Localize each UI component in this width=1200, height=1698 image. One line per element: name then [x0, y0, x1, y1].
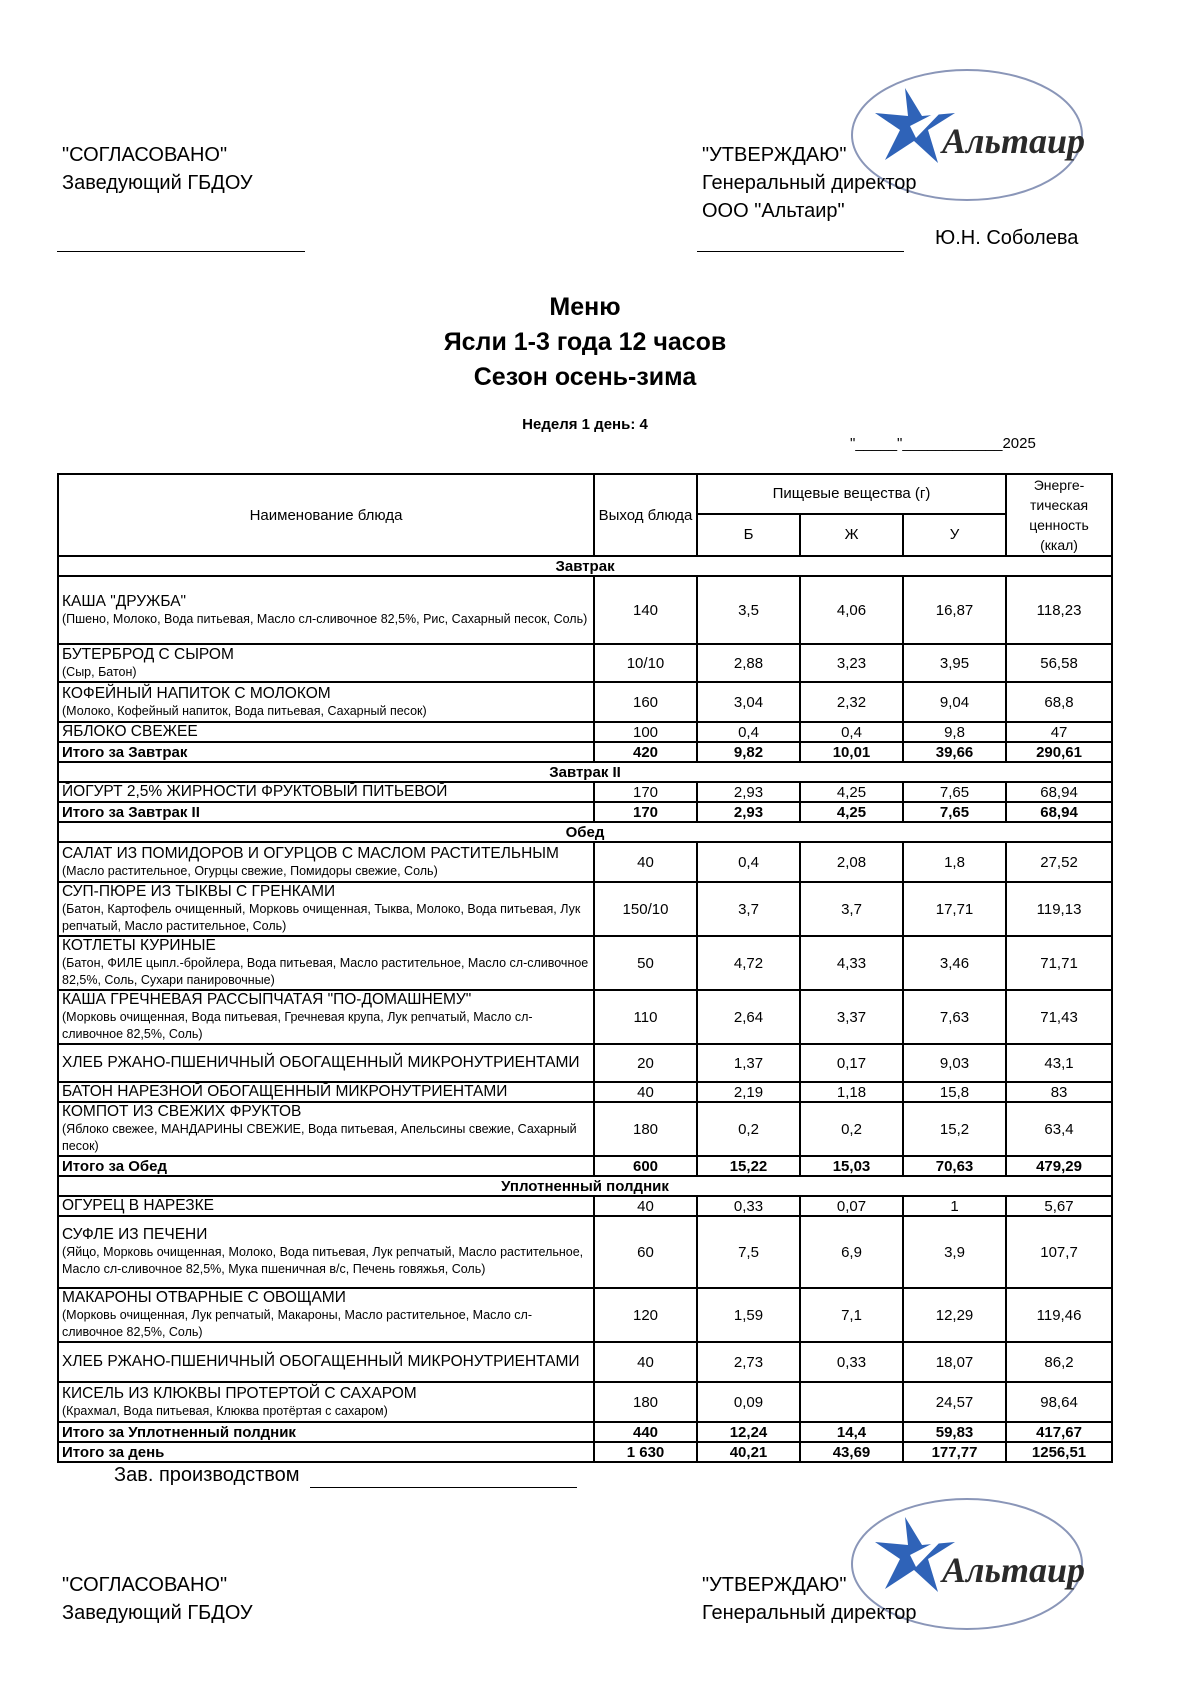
- dish-fats: 7,1: [800, 1288, 903, 1342]
- dish-row: [58, 842, 1112, 882]
- dish-row: [58, 722, 1112, 742]
- footer-approval-right-subtitle: Генеральный директор: [702, 1602, 917, 1624]
- dish-composition: (Батон, Картофель очищенный, Морковь очищенная, Тыква, Молоко, Вода питьевая, Лук репчатый, Масло растительное, Соль): [62, 902, 581, 933]
- total-energy: 68,94: [1006, 802, 1112, 822]
- dish-output: 180: [594, 1382, 697, 1422]
- dish-cell: [58, 722, 594, 742]
- section-title: Завтрак: [58, 556, 1112, 576]
- dish-name: БУТЕРБРОД С СЫРОМ: [62, 645, 234, 663]
- dish-carbs: 24,57: [903, 1382, 1006, 1422]
- section-title: Обед: [58, 822, 1112, 842]
- dish-row: [58, 1382, 1112, 1422]
- dish-cell: [58, 644, 594, 682]
- dish-output: 60: [594, 1216, 697, 1288]
- total-row: [58, 802, 1112, 822]
- header-output: Выход блюда: [594, 474, 697, 556]
- menu-table: [57, 473, 1113, 1463]
- dish-fats: 3,37: [800, 990, 903, 1044]
- dish-proteins: 1,59: [697, 1288, 800, 1342]
- dish-composition: (Батон, ФИЛЕ цыпл.-бройлера, Вода питьевая, Масло растительное, Масло сл-сливочное 82,5%, Соль, Сухари панировочные): [62, 956, 589, 987]
- dish-proteins: 2,93: [697, 782, 800, 802]
- total-fats: 14,4: [800, 1422, 903, 1442]
- dish-proteins: 0,4: [697, 722, 800, 742]
- dish-cell: [58, 1216, 594, 1288]
- dish-output: 40: [594, 842, 697, 882]
- dish-fats: 0,4: [800, 722, 903, 742]
- approval-left-subtitle: Заведующий ГБДОУ: [62, 172, 253, 194]
- dish-cell: [58, 1342, 594, 1382]
- dish-carbs: 3,95: [903, 644, 1006, 682]
- total-output: 440: [594, 1422, 697, 1442]
- dish-name: КАША "ДРУЖБА": [62, 592, 187, 610]
- dish-row: [58, 1196, 1112, 1216]
- dish-proteins: 3,04: [697, 682, 800, 722]
- dish-energy: 71,71: [1006, 936, 1112, 990]
- dish-output: 50: [594, 936, 697, 990]
- dish-carbs: 9,8: [903, 722, 1006, 742]
- dish-name: ОГУРЕЦ В НАРЕЗКЕ: [62, 1197, 214, 1214]
- total-energy: 417,67: [1006, 1422, 1112, 1442]
- signature-line-production: [310, 1487, 577, 1488]
- dish-fats: 4,33: [800, 936, 903, 990]
- dish-output: 180: [594, 1102, 697, 1156]
- dish-name: КИСЕЛЬ ИЗ КЛЮКВЫ ПРОТЕРТОЙ С САХАРОМ: [62, 1384, 417, 1402]
- dish-output: 170: [594, 782, 697, 802]
- dish-energy: 107,7: [1006, 1216, 1112, 1288]
- section-header-row: [58, 762, 1112, 782]
- dish-cell: [58, 990, 594, 1044]
- dish-energy: 119,46: [1006, 1288, 1112, 1342]
- logo-wordmark: Альтаир: [942, 121, 1085, 161]
- total-proteins: 15,22: [697, 1156, 800, 1176]
- dish-energy: 47: [1006, 722, 1112, 742]
- dish-carbs: 17,71: [903, 882, 1006, 936]
- dish-output: 40: [594, 1082, 697, 1102]
- dish-fats: 2,32: [800, 682, 903, 722]
- total-row: [58, 1156, 1112, 1176]
- total-label: Итого за Завтрак II: [58, 802, 594, 822]
- dish-name: КОМПОТ ИЗ СВЕЖИХ ФРУКТОВ: [62, 1103, 302, 1120]
- total-output: 170: [594, 802, 697, 822]
- header-nutrients: Пищевые вещества (г): [697, 474, 1006, 514]
- dish-cell: [58, 782, 594, 802]
- logo-wordmark-bottom: Альтаир: [942, 1550, 1085, 1590]
- dish-name: КОТЛЕТЫ КУРИНЫЕ: [62, 937, 216, 954]
- dish-row: [58, 1082, 1112, 1102]
- dish-row: [58, 644, 1112, 682]
- approval-right-subtitle: Генеральный директор: [702, 172, 917, 194]
- dish-output: 20: [594, 1044, 697, 1082]
- approval-right-title: "УТВЕРЖДАЮ": [702, 144, 847, 166]
- dish-proteins: 3,7: [697, 882, 800, 936]
- approval-right-company: ООО "Альтаир": [702, 200, 845, 222]
- dish-carbs: 15,8: [903, 1082, 1006, 1102]
- dish-carbs: 1,8: [903, 842, 1006, 882]
- header-dish-name: Наименование блюда: [58, 474, 594, 556]
- dish-row: [58, 882, 1112, 936]
- dish-fats: 0,33: [800, 1342, 903, 1382]
- dish-energy: 119,13: [1006, 882, 1112, 936]
- dish-name: КОФЕЙНЫЙ НАПИТОК С МОЛОКОМ: [62, 684, 331, 702]
- dish-cell: [58, 1288, 594, 1342]
- total-energy: 479,29: [1006, 1156, 1112, 1176]
- total-fats: 43,69: [800, 1442, 903, 1462]
- dish-row: [58, 990, 1112, 1044]
- dish-composition: (Молоко, Кофейный напиток, Вода питьевая, Сахарный песок): [62, 703, 427, 718]
- dish-cell: [58, 882, 594, 936]
- dish-carbs: 9,04: [903, 682, 1006, 722]
- dish-fats: 4,06: [800, 576, 903, 644]
- date-line: "_____"____________2025: [850, 435, 1036, 452]
- section-header-row: [58, 1176, 1112, 1196]
- total-energy: 1256,51: [1006, 1442, 1112, 1462]
- header-proteins: Б: [697, 514, 800, 556]
- dish-energy: 68,94: [1006, 782, 1112, 802]
- total-energy: 290,61: [1006, 742, 1112, 762]
- dish-cell: [58, 1102, 594, 1156]
- dish-composition: (Морковь очищенная, Вода питьевая, Гречневая крупа, Лук репчатый, Масло сл-сливочное 82,5%, Соль): [62, 1010, 533, 1041]
- section-header-row: [58, 822, 1112, 842]
- dish-output: 140: [594, 576, 697, 644]
- dish-energy: 68,8: [1006, 682, 1112, 722]
- dish-cell: [58, 842, 594, 882]
- dish-proteins: 0,2: [697, 1102, 800, 1156]
- dish-carbs: 16,87: [903, 576, 1006, 644]
- total-carbs: 70,63: [903, 1156, 1006, 1176]
- total-carbs: 7,65: [903, 802, 1006, 822]
- dish-row: [58, 1102, 1112, 1156]
- dish-proteins: 0,09: [697, 1382, 800, 1422]
- section-title: Завтрак II: [58, 762, 1112, 782]
- dish-energy: 83: [1006, 1082, 1112, 1102]
- dish-cell: [58, 576, 594, 644]
- production-head-label: Зав. производством: [114, 1464, 300, 1486]
- dish-composition: (Морковь очищенная, Лук репчатый, Макароны, Масло растительное, Масло сл-сливочное 82,5%, Соль): [62, 1308, 532, 1339]
- dish-fats: 6,9: [800, 1216, 903, 1288]
- dish-energy: 86,2: [1006, 1342, 1112, 1382]
- total-label: Итого за Завтрак: [58, 742, 594, 762]
- dish-energy: 71,43: [1006, 990, 1112, 1044]
- dish-name: ХЛЕБ РЖАНО-ПШЕНИЧНЫЙ ОБОГАЩЕННЫЙ МИКРОНУТРИЕНТАМИ: [62, 1353, 580, 1370]
- dish-proteins: 3,5: [697, 576, 800, 644]
- dish-energy: 27,52: [1006, 842, 1112, 882]
- dish-proteins: 2,64: [697, 990, 800, 1044]
- dish-proteins: 0,4: [697, 842, 800, 882]
- dish-carbs: 3,9: [903, 1216, 1006, 1288]
- dish-proteins: 7,5: [697, 1216, 800, 1288]
- dish-composition: (Яйцо, Морковь очищенная, Молоко, Вода питьевая, Лук репчатый, Масло растительное, Масло сл-сливочное 82,5%, Мука пшеничная в/с, Печень говяжья, Соль): [62, 1245, 584, 1276]
- dish-energy: 56,58: [1006, 644, 1112, 682]
- total-row: [58, 1442, 1112, 1462]
- total-label: Итого за день: [58, 1442, 594, 1462]
- dish-fats: 2,08: [800, 842, 903, 882]
- dish-name: ЯБЛОКО СВЕЖЕЕ: [62, 723, 198, 740]
- footer-approval-left-subtitle: Заведующий ГБДОУ: [62, 1602, 253, 1624]
- dish-name: ХЛЕБ РЖАНО-ПШЕНИЧНЫЙ ОБОГАЩЕННЫЙ МИКРОНУТРИЕНТАМИ: [62, 1054, 580, 1071]
- total-output: 1 630: [594, 1442, 697, 1462]
- dish-carbs: 7,65: [903, 782, 1006, 802]
- total-output: 420: [594, 742, 697, 762]
- page-subtitle-season: Сезон осень-зима: [473, 363, 697, 391]
- signature-line-left: [57, 251, 305, 252]
- total-carbs: 177,77: [903, 1442, 1006, 1462]
- dish-cell: [58, 1382, 594, 1422]
- dish-carbs: 18,07: [903, 1342, 1006, 1382]
- dish-composition: (Пшено, Молоко, Вода питьевая, Масло сл-сливочное 82,5%, Рис, Сахарный песок, Соль): [62, 611, 588, 626]
- dish-composition: (Яблоко свежее, МАНДАРИНЫ СВЕЖИЕ, Вода питьевая, Апельсины свежие, Сахарный песок): [62, 1122, 577, 1153]
- dish-name: ЙОГУРТ 2,5% ЖИРНОСТИ ФРУКТОВЫЙ ПИТЬЕВОЙ: [62, 783, 448, 800]
- total-proteins: 40,21: [697, 1442, 800, 1462]
- dish-carbs: 12,29: [903, 1288, 1006, 1342]
- dish-carbs: 9,03: [903, 1044, 1006, 1082]
- dish-fats: 1,18: [800, 1082, 903, 1102]
- header-carbs: У: [903, 514, 1006, 556]
- dish-cell: [58, 1082, 594, 1102]
- total-row: [58, 742, 1112, 762]
- dish-fats: 3,7: [800, 882, 903, 936]
- dish-energy: 5,67: [1006, 1196, 1112, 1216]
- header-fats: Ж: [800, 514, 903, 556]
- dish-output: 10/10: [594, 644, 697, 682]
- total-output: 600: [594, 1156, 697, 1176]
- total-row: [58, 1422, 1112, 1442]
- total-carbs: 59,83: [903, 1422, 1006, 1442]
- dish-fats: [800, 1382, 903, 1422]
- dish-name: СУП-ПЮРЕ ИЗ ТЫКВЫ С ГРЕНКАМИ: [62, 883, 336, 900]
- total-label: Итого за Обед: [58, 1156, 594, 1176]
- dish-row: [58, 1044, 1112, 1082]
- dish-name: БАТОН НАРЕЗНОЙ ОБОГАЩЕННЫЙ МИКРОНУТРИЕНТАМИ: [62, 1083, 508, 1100]
- dish-output: 120: [594, 1288, 697, 1342]
- director-name: Ю.Н. Соболева: [935, 227, 1079, 249]
- dish-proteins: 2,88: [697, 644, 800, 682]
- dish-proteins: 4,72: [697, 936, 800, 990]
- dish-energy: 118,23: [1006, 576, 1112, 644]
- footer-approval-left-title: "СОГЛАСОВАНО": [62, 1574, 228, 1596]
- dish-carbs: 15,2: [903, 1102, 1006, 1156]
- dish-row: [58, 936, 1112, 990]
- dish-cell: [58, 1196, 594, 1216]
- week-day-label: Неделя 1 день: 4: [522, 416, 648, 433]
- section-title: Уплотненный полдник: [58, 1176, 1112, 1196]
- total-proteins: 2,93: [697, 802, 800, 822]
- dish-output: 160: [594, 682, 697, 722]
- dish-output: 40: [594, 1196, 697, 1216]
- dish-proteins: 0,33: [697, 1196, 800, 1216]
- dish-carbs: 7,63: [903, 990, 1006, 1044]
- footer-approval-right-title: "УТВЕРЖДАЮ": [702, 1574, 847, 1596]
- dish-carbs: 3,46: [903, 936, 1006, 990]
- dish-composition: (Масло растительное, Огурцы свежие, Помидоры свежие, Соль): [62, 863, 438, 878]
- total-fats: 10,01: [800, 742, 903, 762]
- dish-proteins: 1,37: [697, 1044, 800, 1082]
- dish-fats: 3,23: [800, 644, 903, 682]
- section-header-row: [58, 556, 1112, 576]
- dish-proteins: 2,19: [697, 1082, 800, 1102]
- dish-row: [58, 1342, 1112, 1382]
- dish-row: [58, 782, 1112, 802]
- dish-output: 110: [594, 990, 697, 1044]
- dish-composition: (Крахмал, Вода питьевая, Клюква протёртая с сахаром): [62, 1403, 388, 1418]
- dish-proteins: 2,73: [697, 1342, 800, 1382]
- dish-row: [58, 682, 1112, 722]
- dish-cell: [58, 1044, 594, 1082]
- approval-left-title: "СОГЛАСОВАНО": [62, 144, 228, 166]
- dish-row: [58, 1288, 1112, 1342]
- page-subtitle-group: Ясли 1-3 года 12 часов: [443, 328, 727, 356]
- dish-row: [58, 1216, 1112, 1288]
- dish-energy: 98,64: [1006, 1382, 1112, 1422]
- header-energy: Энерге-тическая ценность (ккал): [1006, 474, 1112, 556]
- dish-fats: 4,25: [800, 782, 903, 802]
- dish-cell: [58, 936, 594, 990]
- total-fats: 4,25: [800, 802, 903, 822]
- total-label: Итого за Уплотненный полдник: [58, 1422, 594, 1442]
- dish-cell: [58, 682, 594, 722]
- dish-name: САЛАТ ИЗ ПОМИДОРОВ И ОГУРЦОВ С МАСЛОМ РАСТИТЕЛЬНЫМ: [62, 844, 559, 862]
- dish-fats: 0,07: [800, 1196, 903, 1216]
- dish-row: [58, 576, 1112, 644]
- dish-name: СУФЛЕ ИЗ ПЕЧЕНИ: [62, 1226, 208, 1243]
- dish-carbs: 1: [903, 1196, 1006, 1216]
- dish-output: 40: [594, 1342, 697, 1382]
- dish-fats: 0,17: [800, 1044, 903, 1082]
- dish-composition: (Сыр, Батон): [62, 664, 137, 679]
- total-carbs: 39,66: [903, 742, 1006, 762]
- dish-output: 100: [594, 722, 697, 742]
- signature-line-right: [697, 251, 904, 252]
- dish-name: МАКАРОНЫ ОТВАРНЫЕ С ОВОЩАМИ: [62, 1289, 346, 1306]
- dish-name: КАША ГРЕЧНЕВАЯ РАССЫПЧАТАЯ "ПО-ДОМАШНЕМУ": [62, 991, 472, 1008]
- dish-fats: 0,2: [800, 1102, 903, 1156]
- dish-energy: 63,4: [1006, 1102, 1112, 1156]
- total-proteins: 12,24: [697, 1422, 800, 1442]
- total-fats: 15,03: [800, 1156, 903, 1176]
- dish-energy: 43,1: [1006, 1044, 1112, 1082]
- page-title: Меню: [549, 293, 621, 321]
- total-proteins: 9,82: [697, 742, 800, 762]
- dish-output: 150/10: [594, 882, 697, 936]
